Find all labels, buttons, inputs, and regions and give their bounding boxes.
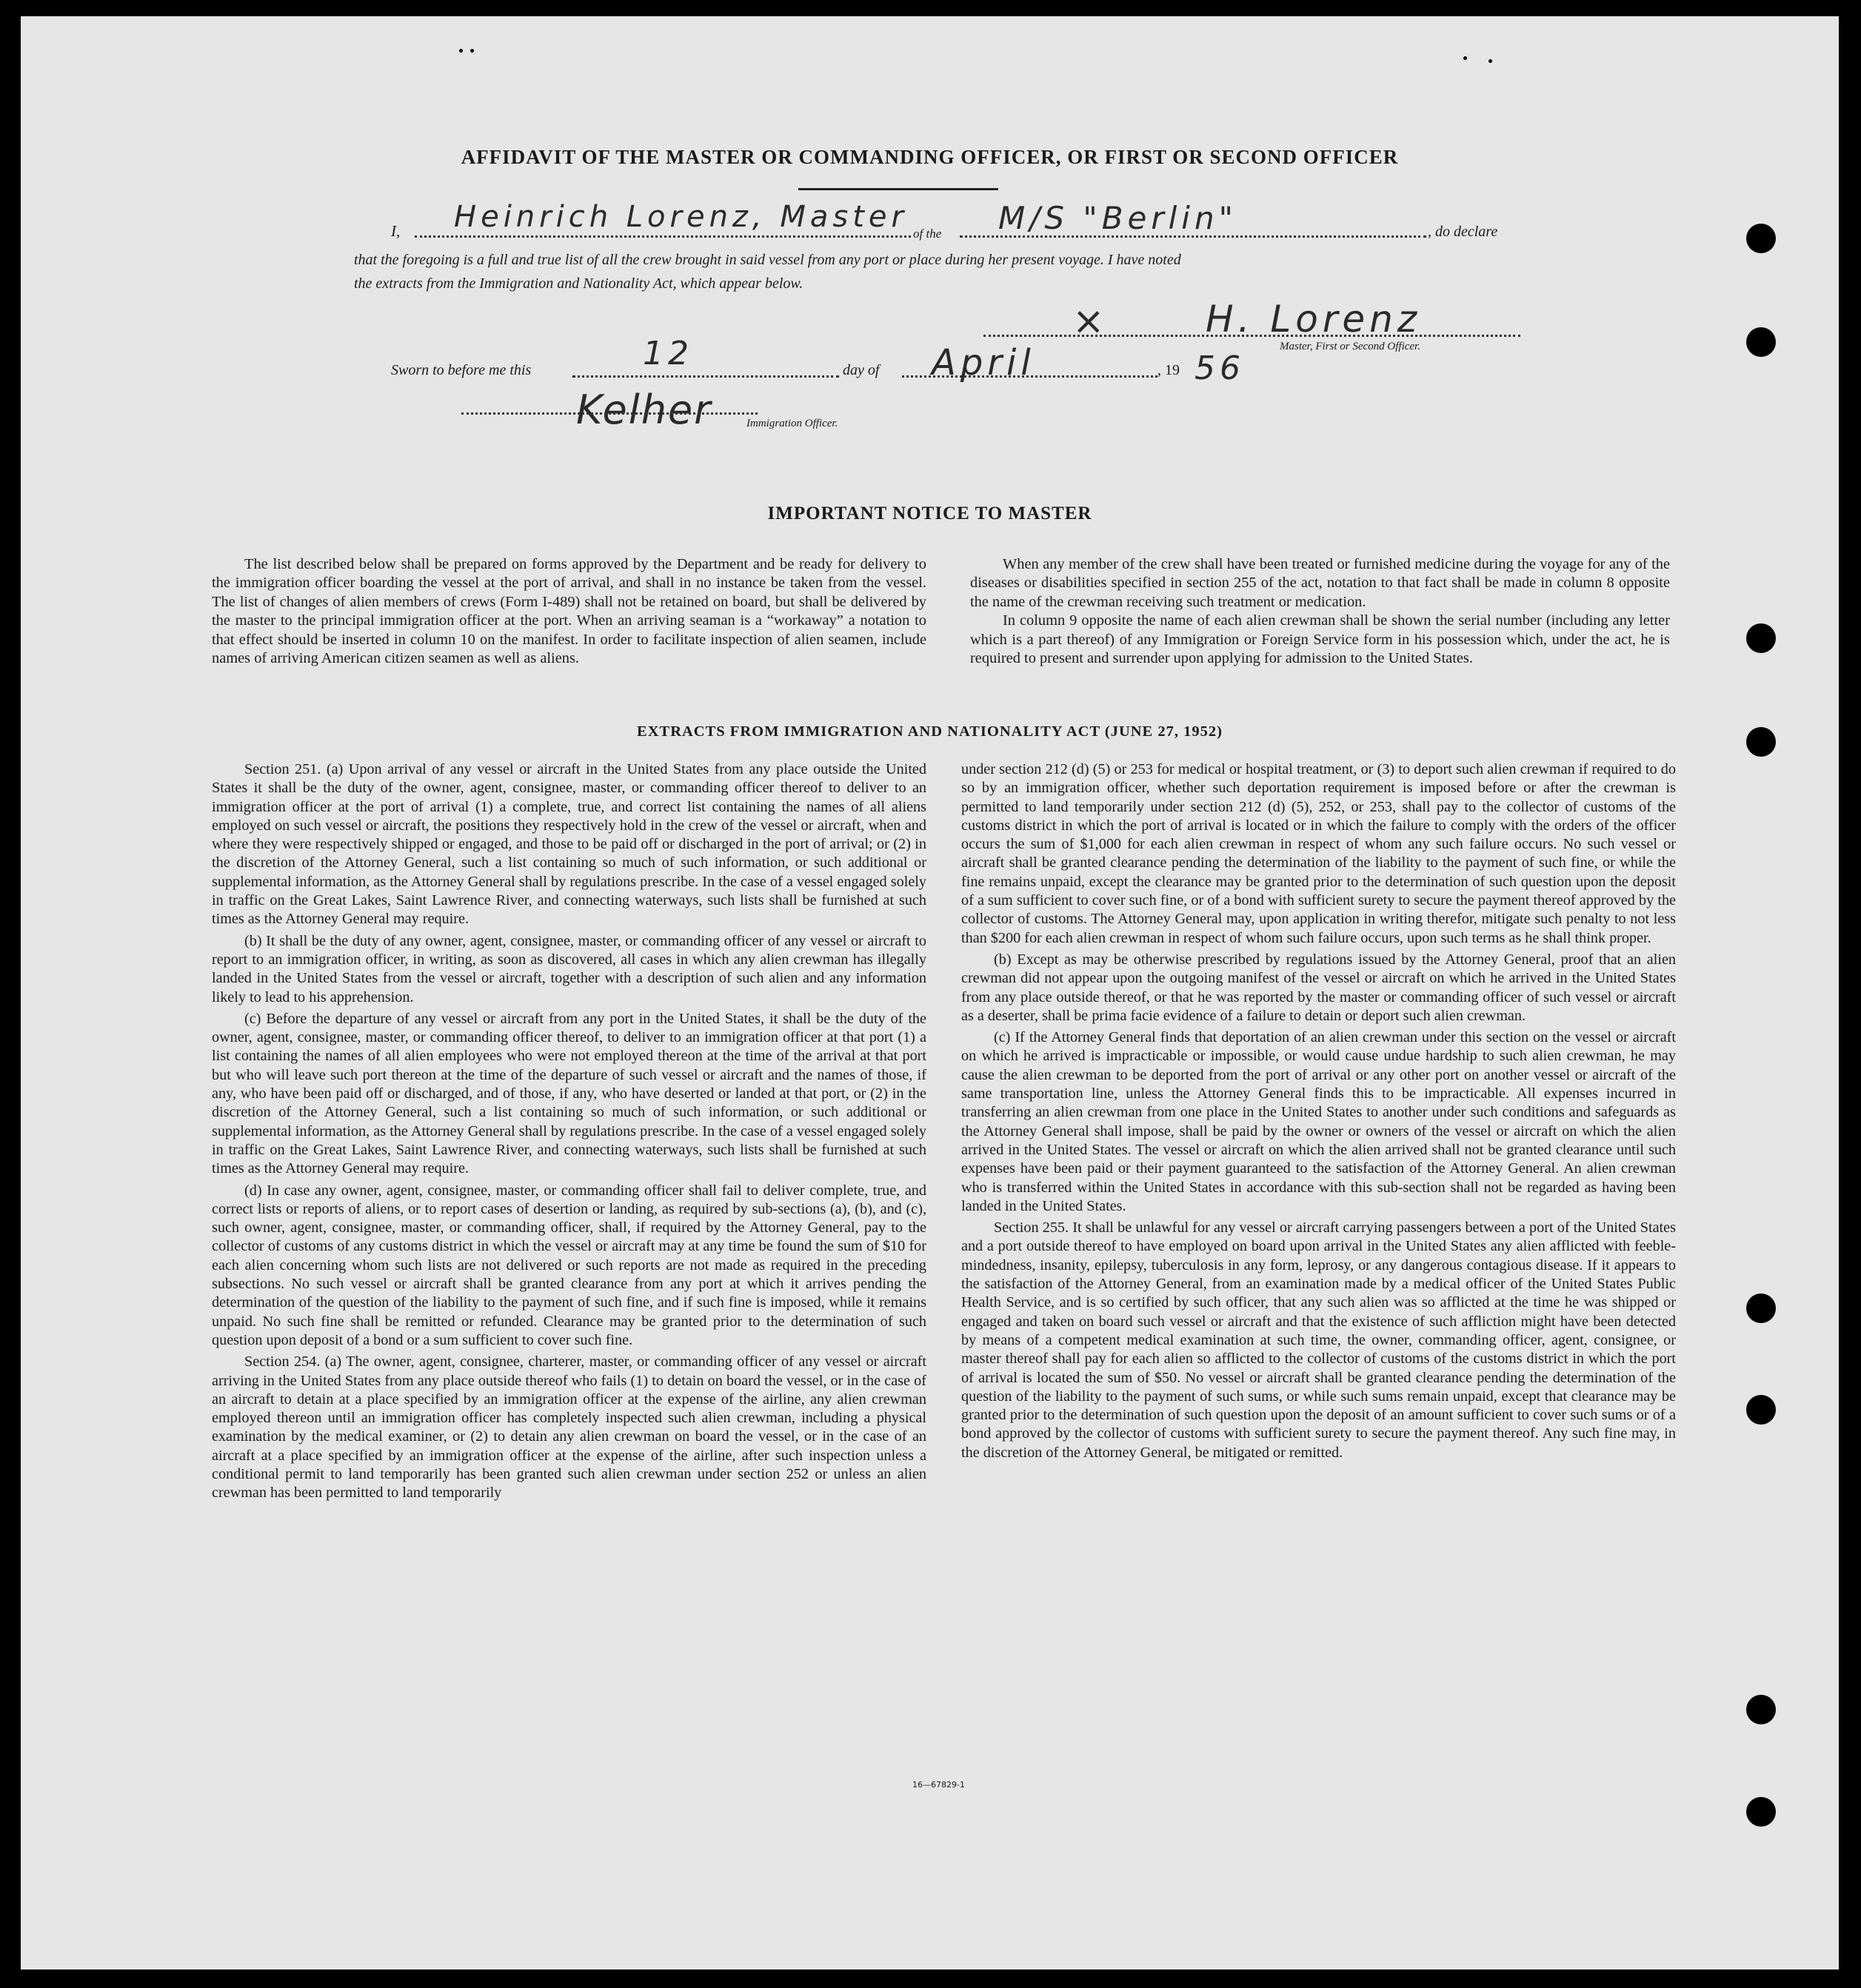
extracts-right-column [961,760,1676,1465]
form-code: 16—67829-1 [912,1780,965,1790]
handwritten-year: 56 [1195,349,1245,387]
officer-signature-line [461,412,758,415]
sworn-day-line [572,375,839,378]
handwritten-master-name: Heinrich Lorenz, Master [454,200,908,234]
affidavit-title: AFFIDAVIT OF THE MASTER OR COMMANDING OFFICER, OR FIRST OR SECOND OFFICER [461,146,1399,168]
extracts-left-column [212,760,926,1506]
notice-left-column [212,555,926,668]
handwritten-vessel-name: M/S "Berlin" [998,200,1237,236]
do-declare-label: , do declare [1428,224,1498,240]
section-254-a-continued: under section 212 (d) (5) or 253 for medical or hospital treatment, or (3) to deport such alien crewman if required to do so by an immigration officer, whether such deportation requirement is imposed before or after the crewman is permitted to land temporarily under section 212 (d) (5), 252, or 253, shall pay to the collector of customs of the customs district in which the port of arrival is located or in which the failure to comply with the orders of the officer occurs the sum of $1,000 for each alien crewman in respect of whom any such failure occurs. No such vessel or aircraft shall be granted clearance pending the determination of the liability to the payment of such fine, or while the fine remains unpaid, except the clearance may be granted prior to the determination of such question upon the deposit of a sum sufficient to cover such fine, or of a bond with sufficient surety to secure the payment thereof approved by the collector of customs. The Attorney General may, upon application in writing therefor, mitigate such penalty to not less than $200 for each alien crewman in respect of whom such failure occurs, upon such terms as he shall think proper. [961,761,1676,946]
notice-paragraph: In column 9 opposite the name of each alien crewman shall be shown the serial number (including any letter which is a part thereof) of any Immigration or Foreign Service form in his possession which, under the act, he is required to present and surrender upon applying for admission to the United States. [970,612,1670,667]
handwritten-master-signature: H. Lorenz [1206,298,1422,341]
extracts-title: EXTRACTS FROM IMMIGRATION AND NATIONALITY ACT (JUNE 27, 1952) [637,723,1223,740]
i-label: I, [391,222,401,240]
notice-right-column [970,555,1670,668]
section-254-b: (b) Except as may be otherwise prescribed by regulations issued by the Attorney General, proof that an alien crewman did not appear upon the outgoing manifest of the vessel or aircraft on which he arrived in the United States from any place outside thereof, or that he was reported by the master or commanding officer of such vessel or aircraft as a deserter, shall be prima facie evidence of a failure to detain or deport such alien crewman. [961,951,1676,1024]
binder-hole [1746,1395,1776,1425]
notice-paragraph: The list described below shall be prepared on forms approved by the Department and be ready for delivery to the immigration officer boarding the vessel at the port of arrival, and shall in no instance be taken from the vessel. The list of changes of alien members of crews (Form I-489) shall not be retained on board, but shall be delivered by the master to the principal immigration officer at the port. When an arriving seaman is a “workaway” a notation to that effect should be inserted in column 10 on the manifest. In order to facilitate inspection of alien seamen, include names of arriving American citizen seamen as well as aliens. [212,556,926,667]
of-the-label: of the [913,227,942,241]
day-of-label: day of [843,362,880,378]
year-prefix: , 19 [1157,362,1180,378]
scan-dot [1489,59,1492,63]
name-line [415,235,911,238]
binder-hole [1746,327,1776,357]
notice-paragraph: When any member of the crew shall have been treated or furnished medicine during the voyage for any of the diseases or disabilities specified in section 255 of the act, notation to that fact shall be made in column 8 opposite the name of the crewman receiving such treatment or medication. [970,556,1670,610]
affidavit-text-line-1: that the foregoing is a full and true list of all the crew brought in said vessel from any port or place during her present voyage. I have noted [354,252,1181,268]
section-251-c: (c) Before the departure of any vessel or aircraft from any port in the United States, it shall be the duty of the owner, agent, consignee, master, or commanding officer thereof, to deliver to an immigration officer at that port (1) a list containing the names of all alien employees who were not employed thereon at the time of the arrival at that port but who will leave such port thereon at the time of the departure of such vessel or aircraft and the names of those, if any, who have been paid off or discharged, and of those, if any, who have deserted or landed at that port, or (2) in the discretion of the Attorney General, such a list containing so much of such information, or such additional or supplemental information, as the Attorney General shall by regulations prescribe. In the case of a vessel engaged solely in traffic on the Great Lakes, Saint Lawrence River, and connecting waterways, such lists shall be furnished at such times as the Attorney General may require. [212,1010,926,1177]
binder-hole [1746,1293,1776,1323]
scan-dot [470,49,474,53]
handwritten-day: 12 [643,335,693,372]
binder-hole [1746,1797,1776,1827]
document-page [21,16,1839,1969]
section-254-c: (c) If the Attorney General finds that deportation of an alien crewman under this section on the vessel or aircraft on which he arrived is impracticable or impossible, or would cause undue hardship to such alien crewman, he may cause the alien crewman to be deported from the port of arrival or any other port on another vessel or aircraft of the same transportation line, unless the Attorney General finds this to be impracticable. All expenses incurred in transferring an alien crewman from one place in the United States to another under such conditions and safeguards as the Attorney General shall impose, shall be paid by the owner or owners of the vessel or aircraft on which the alien arrived in the United States. The vessel or aircraft on which the alien arrived shall not be granted clearance until such expenses have been paid or their payment guaranteed to the satisfaction of the Attorney General. An alien crewman who is transferred within the United States in accordance with this sub-section shall not be regarded as having been landed in the United States. [961,1029,1676,1214]
binder-hole [1746,224,1776,253]
section-251-a: Section 251. (a) Upon arrival of any vessel or aircraft in the United States from any place outside the United States it shall be the duty of the owner, agent, consignee, master, or commanding officer thereof to deliver to an immigration officer at the port of arrival (1) a complete, true, and correct list containing the names of all aliens employed on such vessel or aircraft, the positions they respectively hold in the crew of the vessel or aircraft, when and where they were respectively shipped or engaged, and those to be paid off or discharged in the port of arrival; or (2) in the discretion of the Attorney General, such a list containing so much of such information, or such additional or supplemental information, as the Attorney General shall by regulations prescribe. In the case of a vessel engaged solely in traffic on the Great Lakes, Saint Lawrence River, and connecting waterways, such lists shall be furnished at such times as the Attorney General may require. [212,761,926,928]
title-underline [798,188,998,190]
scan-dot [459,49,463,53]
handwritten-month: April [932,342,1035,384]
master-signature-label: Master, First or Second Officer. [1280,341,1420,352]
immigration-officer-label: Immigration Officer. [746,418,838,429]
notice-title: IMPORTANT NOTICE TO MASTER [767,503,1092,523]
section-251-b: (b) It shall be the duty of any owner, agent, consignee, master, or commanding officer of any vessel or aircraft to report to an immigration officer, in writing, as soon as discovered, all cases in which any alien crewman has illegally landed in the United States from the vessel or aircraft, together with a description of such alien and any information likely to lead to his apprehension. [212,932,926,1005]
handwritten-x-mark: × [1072,299,1105,344]
affidavit-text-line-2: the extracts from the Immigration and Nationality Act, which appear below. [354,275,803,292]
sworn-label: Sworn to before me this [391,362,532,378]
scan-dot [1463,56,1467,60]
section-254-a: Section 254. (a) The owner, agent, consignee, charterer, master, or commanding officer of any vessel or aircraft arriving in the United States from any place outside thereof who fails (1) to detain on board the vessel, or in the case of an aircraft to detain at a place specified by an immigration officer at the expense of the airline, any alien crewman employed thereon until an immigration officer has completely inspected such alien crewman, including a physical examination by the medical examiner, or (2) to detain any alien crewman on board the vessel, or in the case of an aircraft at a place specified by an immigration officer at the expense of the airline, after such inspection unless a conditional permit to land temporarily has been granted such alien crewman under section 252 or unless an alien crewman has been permitted to land temporarily [212,1353,926,1502]
handwritten-officer-signature: Kelher [576,386,712,433]
binder-hole [1746,1695,1776,1724]
section-251-d: (d) In case any owner, agent, consignee, master, or commanding officer shall fail to deliver complete, true, and correct lists or reports of aliens, or to report cases of desertion or landing, as required by sub-sections (a), (b), and (c), such owner, agent, consignee, master, or commanding officer, shall, if required by the Attorney General, pay to the collector of customs of any customs district in which the vessel or aircraft may at any time be found the sum of $10 for each alien concerning whom such lists are not delivered or such reports are not made as required in the preceding subsections. No such vessel or aircraft shall be granted clearance from any port at which it arrives pending the determination of the question of the liability to the payment of such fine, and if such fine is imposed, while it remains unpaid. No such fine shall be remitted or refunded. Clearance may be granted prior to the determination of such question upon deposit of a bond or a sum sufficient to cover such fine. [212,1182,926,1348]
binder-hole [1746,623,1776,653]
section-255: Section 255. It shall be unlawful for any vessel or aircraft carrying passengers between a port of the United States and a port outside thereof to have employed on board upon arrival in the United States any alien afflicted with feeble-mindedness, insanity, epilepsy, tuberculosis in any form, leprosy, or any dangerous contagious disease. If it appears to the satisfaction of the Attorney General, from an examination made by a medical officer of the United States Public Health Service, and is so certified by such officer, that any such alien was so afflicted at the time he was shipped or engaged and taken on board such vessel or aircraft and that the existence of such affliction might have been detected by means of a competent medical examination at such time, the owner, commanding officer, agent, consignee, or master thereof shall pay for each alien so afflicted to the collector of customs of the customs district in which the port of arrival is located the sum of $50. No vessel or aircraft shall be granted clearance pending the determination of the question of the liability to the payment of such sums, or while such sums remain unpaid, except that clearance may be granted prior to the determination of such question upon the deposit of an amount sufficient to cover such sums or of a bond approved by the collector of customs with sufficient surety to secure the payment thereof. Any such fine may, in the discretion of the Attorney General, be mitigated or remitted. [961,1219,1676,1461]
signature-line [983,335,1520,337]
